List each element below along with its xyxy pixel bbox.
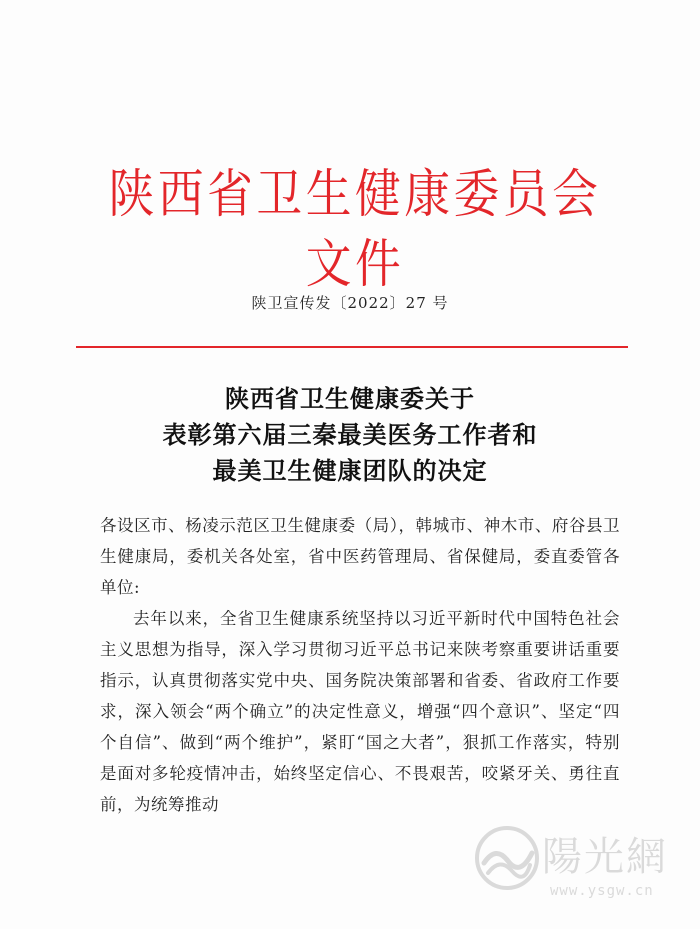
title-line-1: 陕西省卫生健康委关于 bbox=[225, 385, 475, 413]
document-number: 陕卫宣传发〔2022〕27 号 bbox=[251, 294, 449, 312]
watermark-name: 陽光網 bbox=[542, 834, 668, 880]
document-header-title: 陕西省卫生健康委员会文件 bbox=[108, 165, 602, 295]
title-line-3: 最美卫生健康团队的决定 bbox=[212, 457, 488, 485]
red-divider bbox=[76, 346, 628, 348]
salutation-paragraph: 各设区市、杨凌示范区卫生健康委（局），韩城市、神木市、府谷县卫生健康局，委机关各处室，省中医药管理局、省保健局，委直委管各单位: bbox=[100, 516, 620, 597]
body-paragraph: 去年以来，全省卫生健康系统坚持以习近平新时代中国特色社会主义思想为指导，深入学习贯彻习近平总书记来陕考察重要讲话重要指示，认真贯彻落实党中央、国务院决策部署和省委、省政府工作要求，深入领会“两个确立”的决定性意义，增强“四个意识”、坚定“四个自信”、做到“两个维护”，紧盯“国之大者”，狠抓工作落实，特别是面对多轮疫情冲击，始终坚定信心、不畏艰苦，咬紧牙关、勇往直前，为统筹推动 bbox=[100, 609, 620, 814]
site-watermark bbox=[472, 819, 672, 919]
title-line-2: 表彰第六届三秦最美医务工作者和 bbox=[162, 421, 538, 449]
document-title bbox=[0, 381, 700, 489]
wave-logo-icon bbox=[472, 823, 542, 893]
watermark-url: www.ysgw.cn bbox=[550, 883, 654, 899]
document-body bbox=[100, 510, 620, 820]
